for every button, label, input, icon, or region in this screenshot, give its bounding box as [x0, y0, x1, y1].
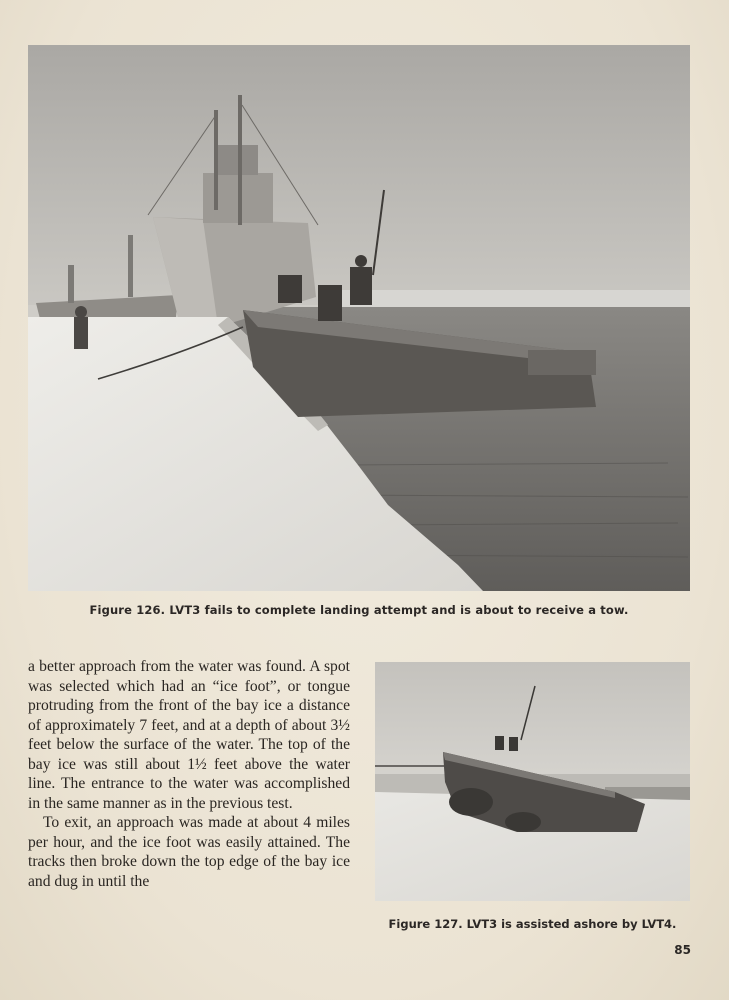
figure-127-photo [375, 662, 690, 901]
body-paragraph-2: To exit, an approach was made at about 4 miles per hour, and the ice foot was easily attained. The tracks then broke down the top edge of the bay ice and dug in until the [28, 814, 350, 890]
body-text [28, 657, 350, 891]
figure-126-illustration [28, 45, 690, 591]
page-number: 85 [674, 943, 691, 957]
figure-127-caption: Figure 127. LVT3 is assisted ashore by LVT4. [388, 917, 677, 931]
figure-127-illustration [375, 662, 690, 901]
figure-126-photo [28, 45, 690, 591]
figure-126-caption: Figure 126. LVT3 fails to complete landing attempt and is about to receive a tow. [89, 603, 629, 617]
body-paragraph-1: a better approach from the water was found. A spot was selected which had an “ice foot”, or tongue protruding from the front of the bay ice a distance of approximately 7 feet, and at a depth of about 3½ feet below the surface of the water. The top of the bay ice was still about 1½ feet above the water line. The entrance to the water was accomplished in the same manner as in the previous test. [28, 658, 350, 812]
